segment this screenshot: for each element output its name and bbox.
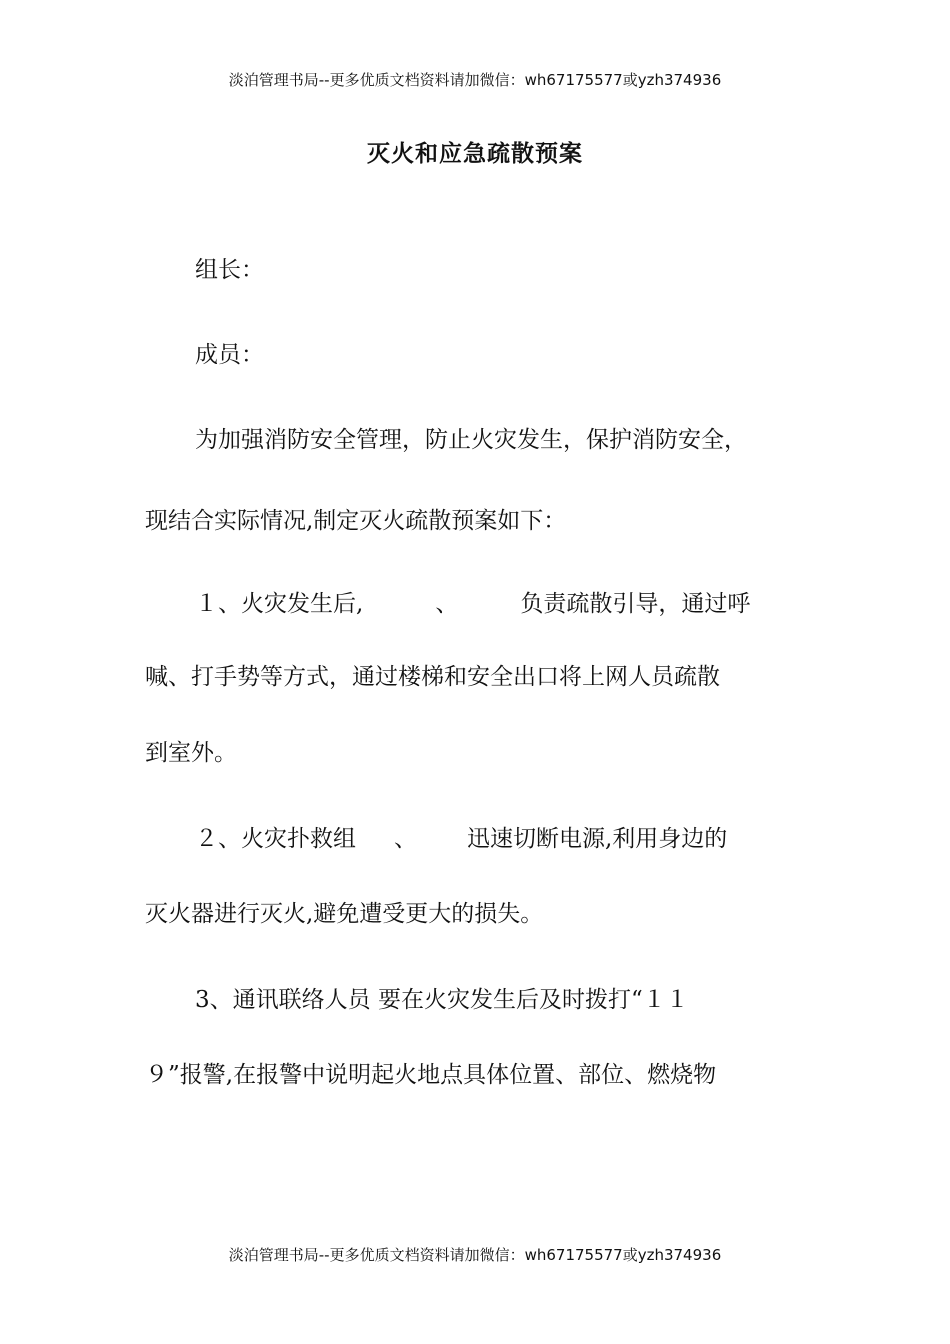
item1-line-1 — [195, 589, 750, 619]
item2-text-a: ２、火灾扑救组 — [195, 826, 356, 852]
item2-text-b: 、 — [394, 826, 417, 852]
item1-line-3: 到室外。 — [145, 740, 237, 766]
members-label: 成员： — [195, 342, 264, 368]
item2-line-2: 灭火器进行灭火,避免遭受更大的损失。 — [145, 901, 544, 927]
page-header-watermark: 淡泊管理书局--更多优质文档资料请加微信：wh67175577或yzh374936 — [228, 71, 722, 89]
item1-text-c: 负责疏散引导，通过呼 — [520, 591, 751, 617]
item2-line-1 — [195, 824, 727, 854]
document-title: 灭火和应急疏散预案 — [367, 141, 583, 167]
item3-line-1: 3、通讯联络人员 要在火灾发生后及时拨打“１１ — [195, 987, 689, 1013]
item1-line-2: 喊、打手势等方式，通过楼梯和安全出口将上网人员疏散 — [145, 664, 720, 690]
item3-line-2: ９”报警,在报警中说明起火地点具体位置、部位、燃烧物 — [145, 1062, 717, 1088]
page-footer-watermark: 淡泊管理书局--更多优质文档资料请加微信：wh67175577或yzh374936 — [228, 1246, 722, 1264]
item2-text-c: 迅速切断电源,利用身边的 — [467, 826, 728, 852]
item1-text-a: １、火灾发生后, — [195, 591, 364, 617]
item1-text-b: 、 — [435, 591, 459, 617]
intro-line-2: 现结合实际情况,制定灭火疏散预案如下： — [145, 508, 567, 534]
intro-line-1: 为加强消防安全管理，防止火灾发生，保护消防安全， — [195, 427, 747, 453]
leader-label: 组长： — [195, 257, 264, 283]
